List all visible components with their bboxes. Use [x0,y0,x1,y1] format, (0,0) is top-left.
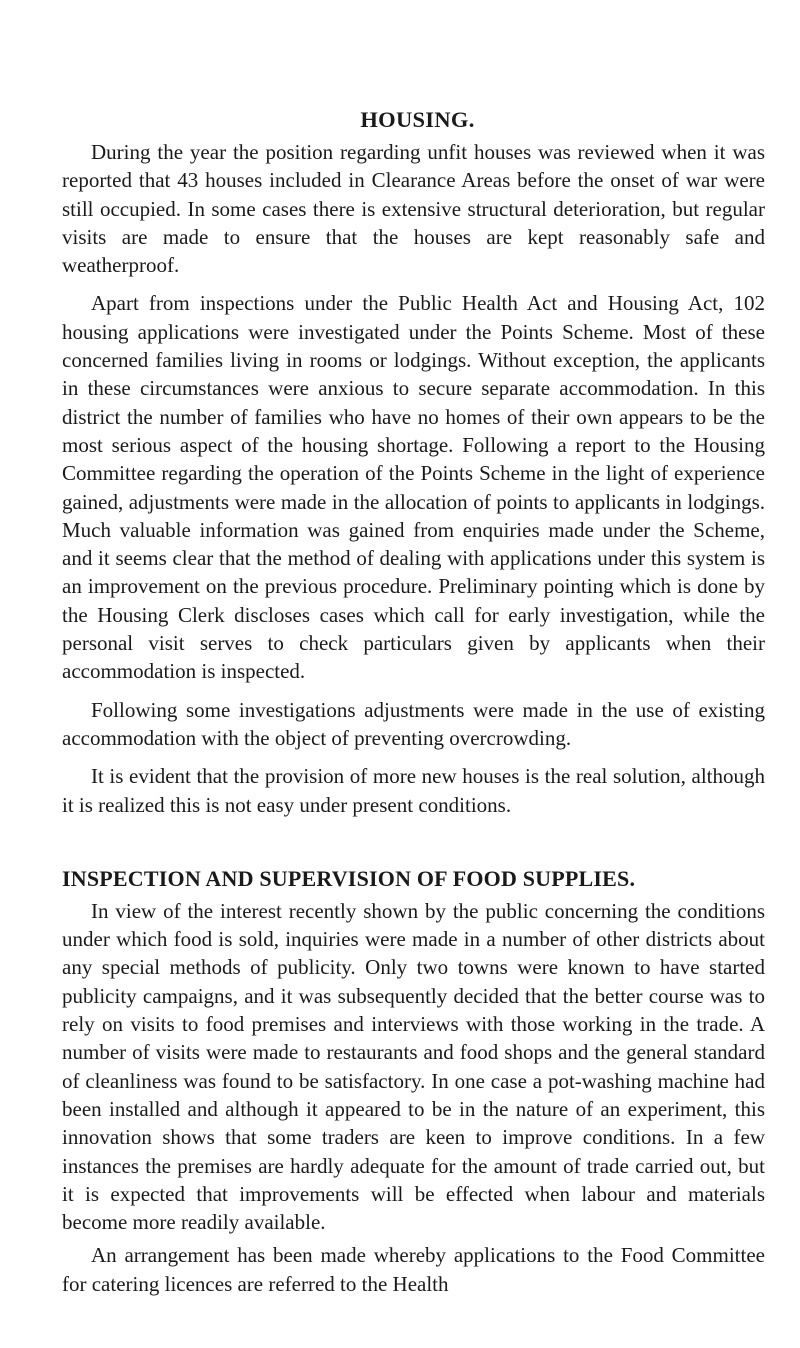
food-paragraph-2: An arrangement has been made whereby applications to the Food Committee for catering licences are referred to the Health [62,1243,765,1296]
housing-paragraph-1: During the year the position regarding unfit houses was reviewed when it was reported that 43 houses included in Clearance Areas before the onset of war were still occupied. In some cases there is extensive structural deterioration, but regular visits are made to ensure that the houses are kept reasonably safe and weatherproof. [62,140,765,278]
food-supplies-heading: INSPECTION AND SUPERVISION OF FOOD SUPPLIES. [62,865,636,891]
housing-paragraph-3: Following some investigations adjustments were made in the use of existing accommodation with the object of preventing overcrowding. [62,697,765,750]
housing-section [62,104,765,819]
food-paragraph-1: In view of the interest recently shown by the public concerning the conditions under which food is sold, inquiries were made in a number of other districts about any special methods of publicity. Only two towns were known to have started publicity campaigns, and it was subsequently decided that the better course was to rely on visits to food premises and interviews with those working in the trade. A number of visits were made to restaurants and food shops and the general standard of cleanliness was found to be satisfactory. In one case a pot-washing machine had been installed and although it appeared to be in the nature of an experiment, this innovation shows that some traders are keen to improve conditions. In a few instances the premises are hardly adequate for the amount of trade carried out, but it is expected that improvements will be effected when labour and materials become more readily available. [62,898,765,1235]
housing-heading: HOUSING. [360,107,475,132]
housing-paragraph-2: Apart from inspections under the Public Health Act and Housing Act, 102 housing applications were investigated under the Points Scheme. Most of these concerned families living in rooms or lodgings. Without exception, the applicants in these circumstances were anxious to secure separate accommodation. In this district the number of families who have no homes of their own appears to be the most serious aspect of the housing shortage. Following a report to the Housing Committee regarding the operation of the Points Scheme in the light of experience gained, adjustments were made in the allocation of points to applicants in lodgings. Much valuable information was gained from enquiries made under the Scheme, and it seems clear that the method of dealing with applications under this system is an improvement on the previous procedure. Preliminary pointing which is done by the Housing Clerk discloses cases which call for early investigation, while the personal visit serves to check particulars given by applicants when their accommodation is inspected. [62,291,765,684]
food-supplies-section [62,863,765,1298]
housing-paragraph-4: It is evident that the provision of more new houses is the real solution, although it is realized this is not easy under present conditions. [62,764,765,817]
document-page [62,104,765,1298]
